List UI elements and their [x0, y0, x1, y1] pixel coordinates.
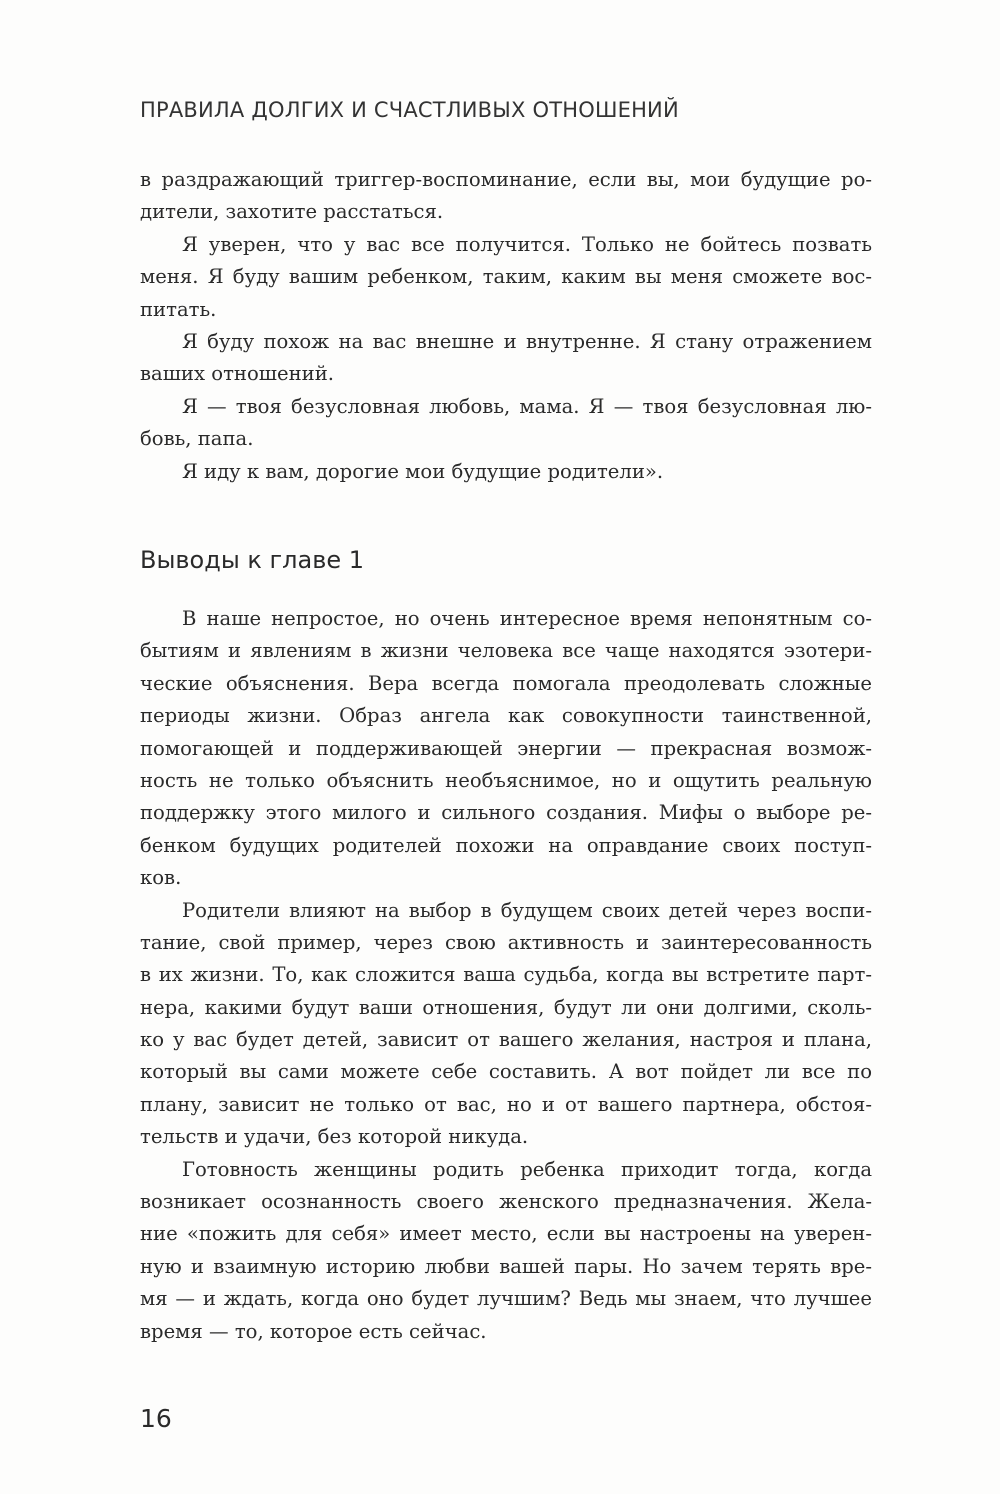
text-line: время — то, которое есть сейчас. [140, 1319, 487, 1343]
text-line: ко у вас будет детей, зависит от вашего желания, настроя и плана, [140, 1028, 872, 1052]
text-line: мя — и ждать, когда оно будет лучшим? Ведь мы знаем, что лучшее [140, 1287, 872, 1311]
text-line: Я иду к вам, дорогие мои будущие родители». [182, 459, 664, 483]
page-number: 16 [140, 1404, 172, 1433]
text-line: поддержку этого милого и сильного создания. Мифы о выборе ре- [140, 801, 872, 825]
text-line: тельств и удачи, без которой никуда. [140, 1125, 529, 1149]
text-line: в их жизни. То, как сложится ваша судьба, когда вы встретите парт- [140, 963, 872, 987]
text-line: В наше непростое, но очень интересное время непонятным со- [182, 607, 872, 630]
text-line: тание, свой пример, через свою активность и заинтересованность [140, 930, 872, 954]
body-text-top [140, 164, 872, 488]
text-line: в раздражающий триггер-воспоминание, если вы, мои будущие ро- [140, 168, 872, 191]
text-line: плану, зависит не только от вас, но и от вашего партнера, обстоя- [140, 1092, 872, 1116]
text-line: нера, какими будут ваши отношения, будут ли они долгими, сколь- [140, 995, 872, 1019]
text-line: Я — твоя безусловная любовь, мама. Я — твоя безусловная лю- [182, 394, 872, 418]
text-line: меня. Я буду вашим ребенком, таким, каким вы меня сможете вос- [140, 265, 872, 289]
text-line: бытиям и явлениям в жизни человека все чаще находятся эзотери- [140, 639, 872, 663]
text-line: который вы сами можете себе составить. А вот пойдет ли все по [140, 1060, 872, 1084]
text-line: бенком будущих родителей похожи на оправдание своих поступ- [140, 833, 872, 857]
section-heading: Выводы к главе 1 [140, 546, 365, 574]
text-line: ность не только объяснить необъяснимое, но и ощутить реальную [140, 768, 872, 792]
text-line: Родители влияют на выбор в будущем своих детей через воспи- [182, 898, 872, 922]
text-line: бовь, папа. [140, 427, 254, 451]
text-line: Я буду похож на вас внешне и внутренне. Я стану отражением [182, 329, 872, 353]
text-line: возникает осознанность своего женского предназначения. Жела- [140, 1190, 872, 1214]
text-line: ков. [140, 866, 182, 890]
running-header: ПРАВИЛА ДОЛГИХ И СЧАСТЛИВЫХ ОТНОШЕНИЙ [140, 98, 679, 122]
text-line: ваших отношений. [140, 362, 334, 386]
text-line: ческие объяснения. Вера всегда помогала преодолевать сложные [140, 671, 872, 695]
text-line: питать. [140, 297, 217, 321]
text-line: помогающей и поддерживающей энергии — прекрасная возмож- [140, 736, 872, 760]
body-text-summary [140, 603, 872, 1348]
text-line: периоды жизни. Образ ангела как совокупности таинственной, [140, 704, 872, 728]
text-line: дители, захотите расстаться. [140, 200, 444, 224]
text-line: ную и взаимную историю любви вашей пары. Но зачем терять вре- [140, 1254, 872, 1278]
text-line: ние «пожить для себя» имеет место, если вы настроены на уверен- [140, 1222, 872, 1246]
text-line: Готовность женщины родить ребенка приходит тогда, когда [182, 1157, 872, 1181]
text-line: Я уверен, что у вас все получится. Только не бойтесь позвать [182, 232, 872, 256]
